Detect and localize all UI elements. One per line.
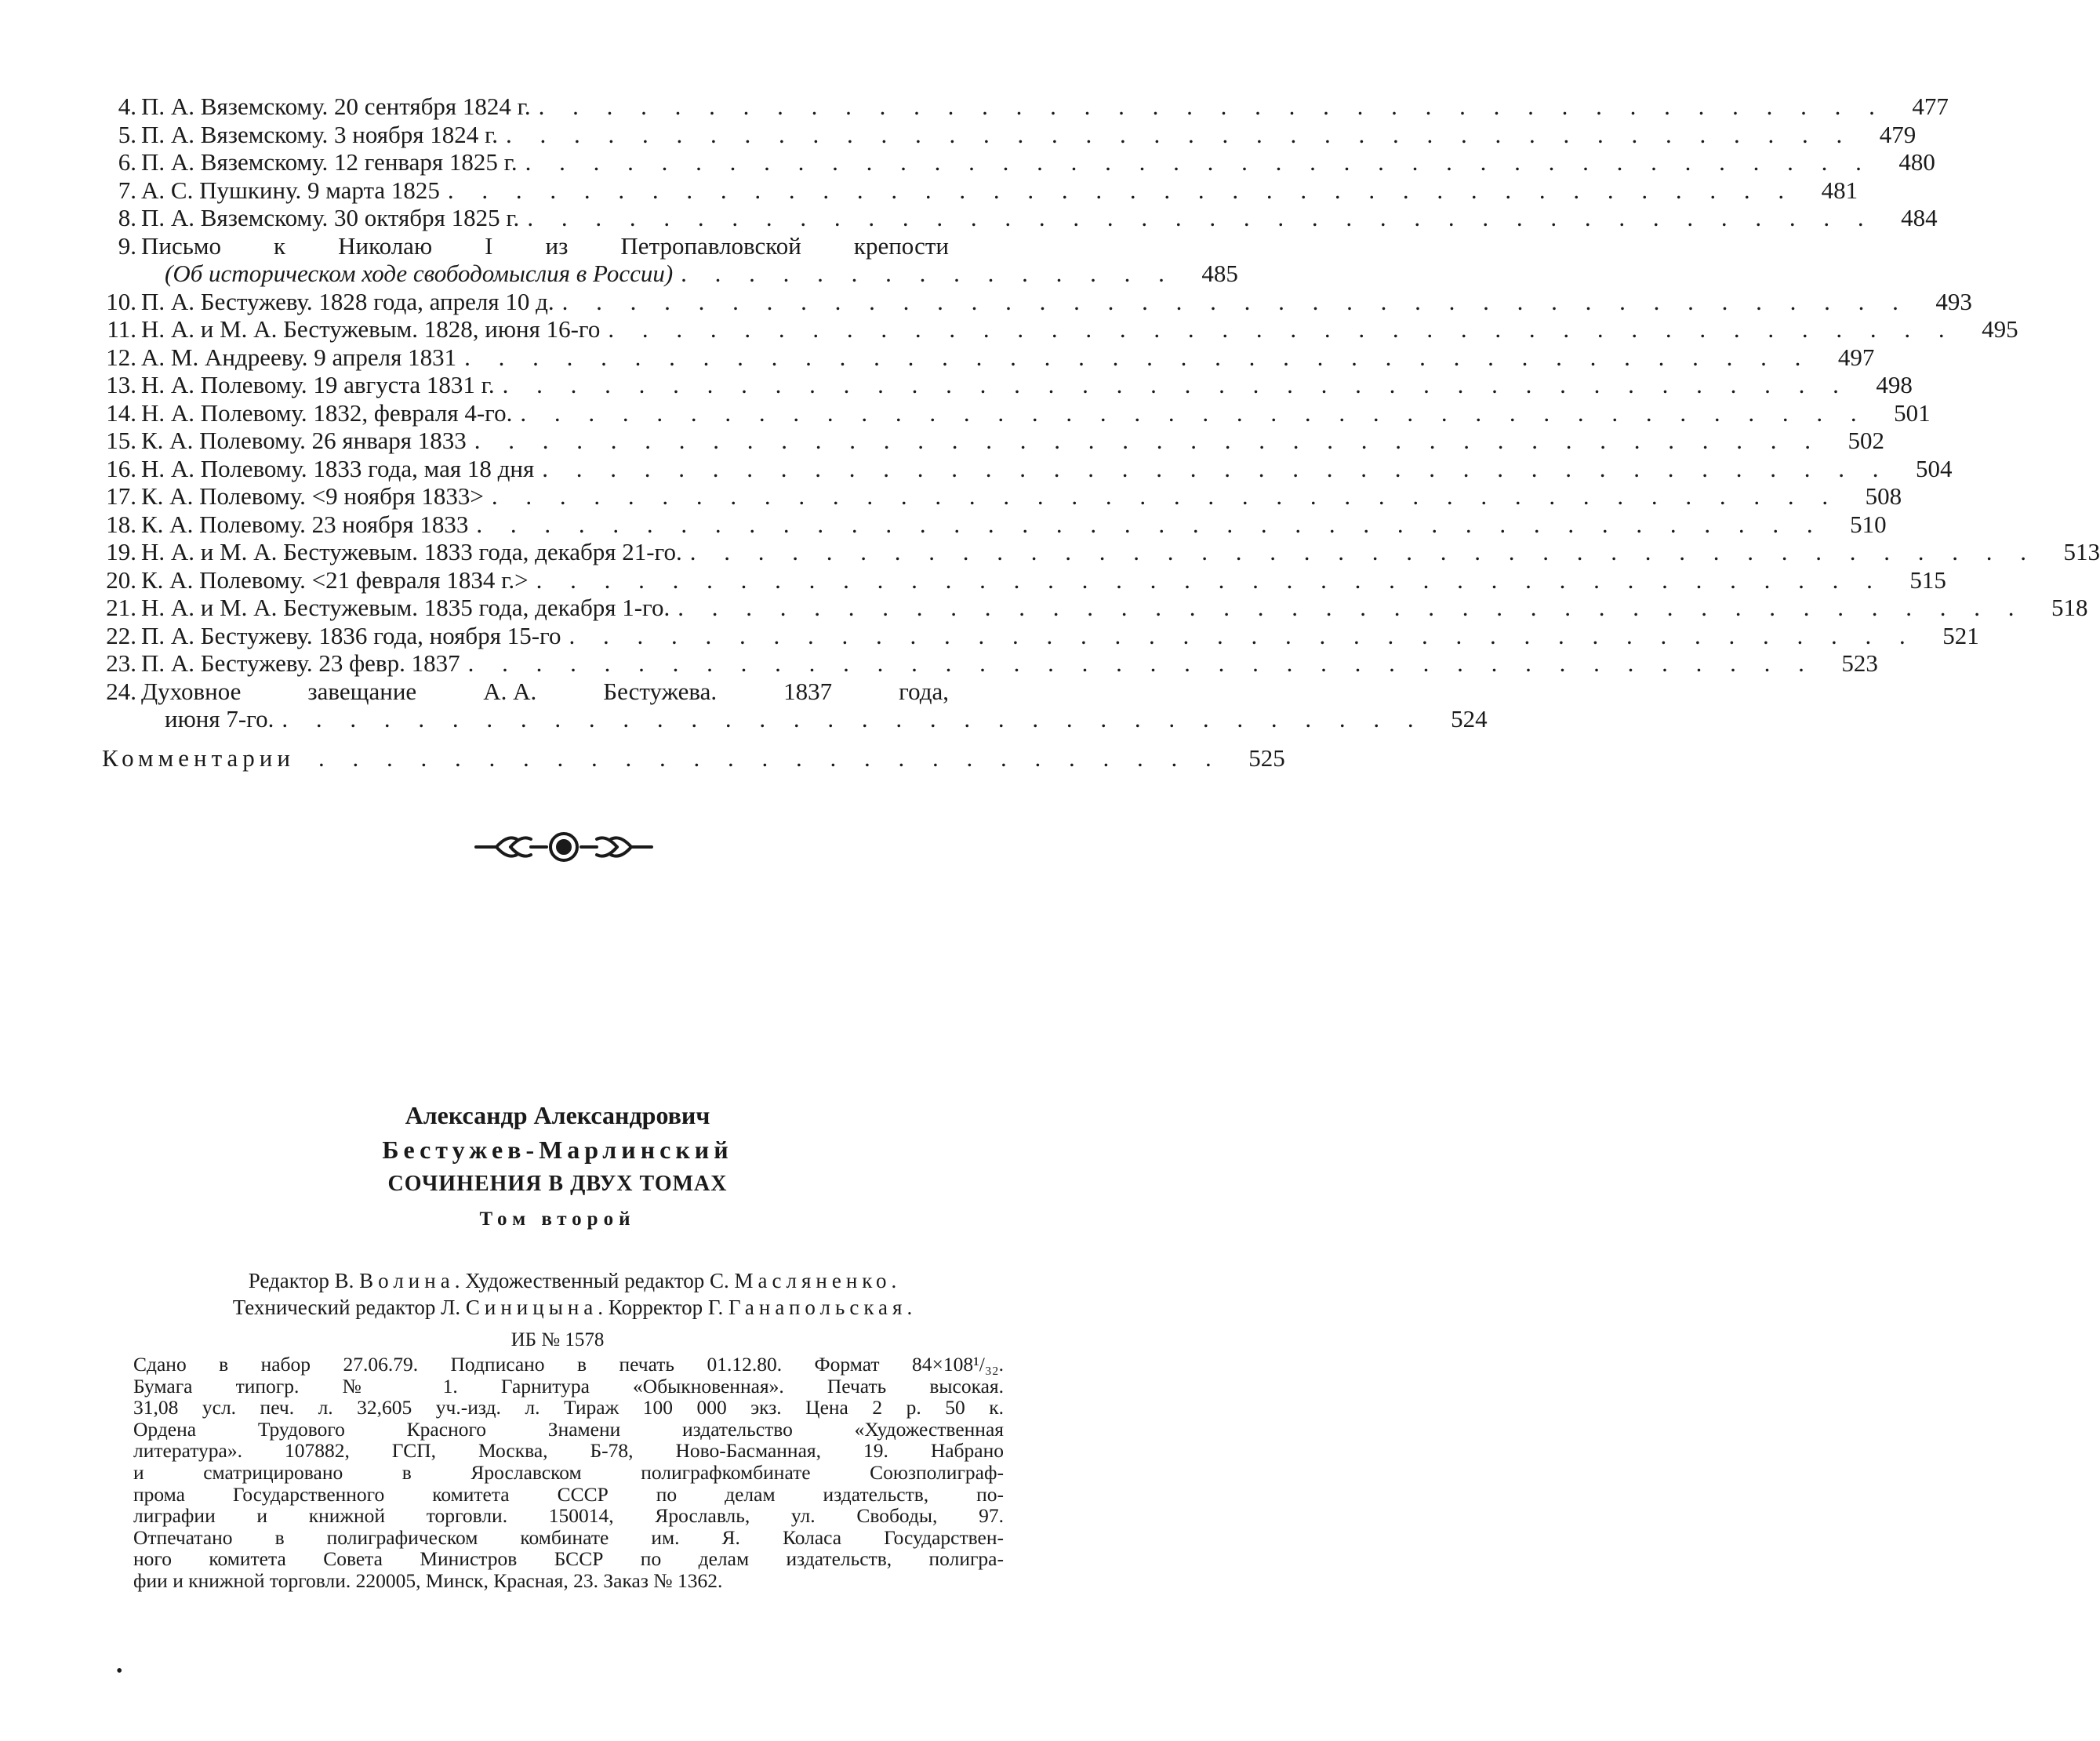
staff-line-1 xyxy=(133,1267,1012,1294)
toc-entry-number: 10. xyxy=(106,287,136,315)
toc-page-number: 510 xyxy=(1850,510,1887,538)
toc-page-number: 523 xyxy=(1841,649,1878,677)
toc-entry-number: 11. xyxy=(107,315,136,343)
toc-entry-number: 16. xyxy=(106,454,136,482)
toc-entry xyxy=(102,148,1935,176)
punctuation: . xyxy=(906,1296,913,1319)
toc-entry-number: 22. xyxy=(106,621,136,649)
toc-leader: . . . . . . . . . . . . . . . . . . . . . . . . . . . . . . . . . . . . . . . . xyxy=(467,649,1815,677)
toc-entry-title: П. А. Бестужеву. 23 февр. 1837 xyxy=(141,649,460,677)
author-name: Александр Александрович xyxy=(405,1101,710,1129)
toc-entry-number: 4. xyxy=(118,93,136,120)
toc-entry-title: А. С. Пушкину. 9 марта 1825 xyxy=(141,176,440,204)
toc-word: А. А. xyxy=(483,677,537,705)
toc-entry xyxy=(102,621,1979,650)
corrector-label: . Корректор Г. xyxy=(598,1296,724,1319)
toc-word: Духовное xyxy=(141,677,242,705)
toc-leader: . . . . . . . . . . . . . . . . . . . . . . . . . . . . . . . . . . . . . . . . xyxy=(608,315,1956,343)
floral-ornament-icon xyxy=(473,827,655,867)
editor-name: Волина xyxy=(359,1269,455,1292)
toc-page-number: 495 xyxy=(1982,315,2018,343)
toc-entry-number: 6. xyxy=(118,148,136,176)
toc-leader: . . . . . . . . . . . . . . . . . . . . . . . . . . . . . . . . . . . . . . . . xyxy=(525,148,1873,176)
toc-leader: . . . . . . . . . . . . . . . . . . . . . . . . . . . . . . . . . . . . . . . . xyxy=(678,594,2026,621)
toc-leader: . . . . . . . . . . . . . . . . . . . . . . . . . . . . . . . . . . . . . . . . xyxy=(464,343,1812,371)
toc-entry-number: 17. xyxy=(106,482,136,510)
toc-page-number: 480 xyxy=(1898,148,1935,176)
imprint-line: и сматрицировано в Ярославском полиграфкомбинате Союзполиграф- xyxy=(133,1460,1004,1484)
toc-leader: . . . . . . . . . . . . . . . . . . . . . . . . . . . . . . . . . . . . . . . . xyxy=(527,204,1875,231)
toc-page-number: 501 xyxy=(1894,398,1931,427)
toc-page-number: 508 xyxy=(1865,482,1902,510)
toc-entry-comments xyxy=(102,743,1285,772)
toc-word: Петропавловской xyxy=(620,231,801,260)
toc-word: завещание xyxy=(307,677,417,705)
toc-page-number: 477 xyxy=(1912,93,1949,120)
toc-page-number: 497 xyxy=(1837,343,1875,371)
toc-entry xyxy=(102,594,2088,622)
toc-page-number: 518 xyxy=(2051,594,2088,621)
toc-entry xyxy=(102,93,1949,121)
book-title-block xyxy=(0,1098,1115,1238)
toc-word: крепости xyxy=(853,231,949,260)
toc-entry xyxy=(102,454,1953,483)
toc-page-number: 525 xyxy=(1248,743,1285,772)
volume-label: Том второй xyxy=(479,1209,636,1230)
toc-entry xyxy=(102,538,2100,566)
toc-entry-title: К. А. Полевому. 23 ноября 1833 xyxy=(141,510,469,538)
toc-entry xyxy=(102,427,1884,455)
punctuation: . xyxy=(891,1269,897,1292)
toc-entry xyxy=(102,371,1913,399)
toc-page-number: 493 xyxy=(1935,287,1972,315)
toc-entry-title xyxy=(141,678,949,706)
toc-leader: . . . . . . . . . . . . . . . . . . . . . . . . . . . . . . . . . . . . . . . . xyxy=(502,371,1850,398)
toc-entry-title: П. А. Бестужеву. 1836 года, ноября 15-го xyxy=(141,621,561,649)
toc-entry-title: П. А. Вяземскому. 3 ноября 1824 г. xyxy=(141,120,499,148)
imprint-line: ного комитета Совета Министров БССР по делам издательств, полигра- xyxy=(133,1547,1004,1571)
corrector-name: Ганапольская xyxy=(728,1296,907,1319)
toc-entry-title: Н. А. Полевому. 1832, февраля 4-го. xyxy=(141,398,513,427)
ib-number: ИБ № 1578 xyxy=(510,1329,605,1350)
toc-word: из xyxy=(545,231,569,260)
toc-entry-title: К. А. Полевому. 26 января 1833 xyxy=(141,427,467,454)
toc-leader: . . . . . . . . . . . . . . . . . . . . . . . . . . . . . . . . . . . . . . . . xyxy=(561,287,1909,315)
toc-entry-title xyxy=(141,232,949,260)
stray-mark: • xyxy=(116,1661,123,1681)
toc-entry-number: 7. xyxy=(118,176,136,204)
toc-entry xyxy=(102,176,1858,205)
toc-comments-label: Комментарии xyxy=(102,743,295,772)
imprint-line: лиграфии и книжной торговли. 150014, Ярославль, ул. Свободы, 97. xyxy=(133,1504,1004,1528)
toc-leader: . . . . . . . . . . . . . . . . . . . . . . . . . . . . . . . . . . xyxy=(282,705,1425,732)
tech-editor-name: Синицына xyxy=(465,1296,598,1319)
toc-leader: . . . . . . . . . . . . . . . . . . . . . . . . . . . . . . . . . . . . . . . . xyxy=(447,176,1796,204)
staff-line-2 xyxy=(133,1294,1012,1321)
toc-entry xyxy=(102,398,1931,427)
table-of-contents xyxy=(102,93,2100,772)
toc-leader: . . . . . . . . . . . . . . . . . . . . . . . . . . . . . . . . . . . . . . . . xyxy=(569,621,1917,649)
imprint-line: литература». 107882, ГСП, Москва, Б-78, Ново-Басманная, 19. Набрано xyxy=(133,1439,1004,1463)
toc-entry-number: 12. xyxy=(106,343,136,371)
toc-entry-title: П. А. Вяземскому. 20 сентября 1824 г. xyxy=(141,93,531,120)
toc-entry xyxy=(102,649,1878,678)
toc-entry-9 xyxy=(102,232,988,260)
toc-leader: . . . . . . . . . . . . . . . . . . . . . . . . . . . . . . . . . . . . . . . . xyxy=(536,565,1884,594)
editor-label: Редактор В. xyxy=(248,1269,354,1292)
toc-leader: . . . . . . . . . . . . . . . . . . . . . . . . . . . . . . . . . . . . . . . . xyxy=(506,120,1854,148)
author-surname: Бестужев-Марлинский xyxy=(382,1136,733,1164)
toc-entry-number: 23. xyxy=(106,649,136,677)
toc-entry-number: 18. xyxy=(106,510,136,538)
toc-group-1 xyxy=(102,93,1949,232)
toc-page-number: 481 xyxy=(1821,176,1858,204)
toc-leader: . . . . . . . . . . . . . . . . . . . . . . . . . . . . . . . . . . . . . . . . xyxy=(538,93,1886,120)
toc-page-number: 513 xyxy=(2063,538,2100,565)
toc-leader: . . . . . . . . . . . . . . . . . . . . . . . . . . . xyxy=(318,743,1223,772)
toc-entry-title: П. А. Вяземскому. 12 генваря 1825 г. xyxy=(141,148,518,176)
imprint-line: 31,08 усл. печ. л. 32,605 уч.-изд. л. Тираж 100 000 экз. Цена 2 р. 50 к. xyxy=(133,1396,1004,1419)
toc-entry-number: 19. xyxy=(106,538,136,565)
toc-page-number: 498 xyxy=(1876,371,1913,398)
toc-entry xyxy=(102,343,1875,372)
book-title: СОЧИНЕНИЯ В ДВУХ ТОМАХ xyxy=(387,1172,728,1196)
toc-leader: . . . . . . . . . . . . . . . . . . . . . . . . . . . . . . . . . . . . . . . . xyxy=(476,510,1824,538)
toc-word: Письмо xyxy=(141,231,221,260)
toc-word: 1837 xyxy=(783,677,833,705)
toc-entry-title: Н. А. Полевому. 19 августа 1831 г. xyxy=(141,371,495,398)
toc-page-number: 485 xyxy=(1201,260,1238,287)
toc-entry-24-continued xyxy=(102,705,1488,733)
toc-page-number: 524 xyxy=(1451,705,1488,732)
toc-word: к xyxy=(274,231,286,260)
toc-leader: . . . . . . . . . . . . . . . xyxy=(681,260,1175,287)
imprint-line: Бумага типогр. № 1. Гарнитура «Обыкновенная». Печать высокая. xyxy=(133,1374,1004,1398)
toc-leader: . . . . . . . . . . . . . . . . . . . . . . . . . . . . . . . . . . . . . . . . xyxy=(491,482,1840,510)
toc-entry-number: 5. xyxy=(118,120,136,148)
toc-entry-title: Н. А. и М. А. Бестужевым. 1828, июня 16-го xyxy=(141,315,601,343)
toc-entry-number: 24. xyxy=(106,677,136,705)
toc-page-number: 521 xyxy=(1942,621,1979,649)
toc-page-number: 484 xyxy=(1901,204,1938,231)
toc-entry xyxy=(102,287,1972,316)
toc-entry-title: П. А. Бестужеву. 1828 года, апреля 10 д. xyxy=(141,287,554,315)
toc-leader: . . . . . . . . . . . . . . . . . . . . . . . . . . . . . . . . . . . . . . . . xyxy=(542,454,1890,482)
imprint-line: фии и книжной торговли. 220005, Минск, Красная, 23. Заказ № 1362. xyxy=(133,1568,723,1592)
toc-word: года, xyxy=(899,677,949,705)
toc-page-number: 504 xyxy=(1915,454,1953,482)
toc-entry-number: 13. xyxy=(106,371,136,398)
toc-entry-24 xyxy=(102,678,988,706)
toc-entry xyxy=(102,315,2018,343)
toc-word: Бестужева. xyxy=(603,677,718,705)
toc-entry-number: 20. xyxy=(106,565,136,594)
toc-entry-title-continued: июня 7-го. xyxy=(165,705,274,732)
toc-entry-number: 8. xyxy=(118,204,136,231)
toc-entry-title: К. А. Полевому. <9 ноября 1833> xyxy=(141,482,484,510)
toc-entry-number: 15. xyxy=(106,427,136,454)
toc-entry-title: А. М. Андрееву. 9 апреля 1831 xyxy=(141,343,457,371)
art-editor-label: . Художественный редактор С. xyxy=(454,1269,729,1292)
toc-word: Николаю xyxy=(338,231,433,260)
art-editor-name: Масляненко xyxy=(734,1269,892,1292)
imprint-line: Сдано в набор 27.06.79. Подписано в печать 01.12.80. Формат 84×108¹/₃₂. xyxy=(133,1353,1004,1376)
toc-group-2 xyxy=(102,287,2100,678)
toc-entry xyxy=(102,204,1938,232)
toc-entry-title: Н. А. Полевому. 1833 года, мая 18 дня xyxy=(141,454,535,482)
toc-entry xyxy=(102,482,1902,511)
toc-entry-number: 9. xyxy=(118,231,136,260)
toc-entry xyxy=(102,510,1887,539)
toc-entry-title: Н. А. и М. А. Бестужевым. 1833 года, декабря 21-го. xyxy=(141,538,682,565)
toc-leader: . . . . . . . . . . . . . . . . . . . . . . . . . . . . . . . . . . . . . . . . xyxy=(520,398,1868,427)
toc-page-number: 479 xyxy=(1879,120,1917,148)
toc-word: I xyxy=(485,231,493,260)
toc-page-number: 502 xyxy=(1847,427,1884,454)
toc-entry-title: К. А. Полевому. <21 февраля 1834 г.> xyxy=(141,565,529,594)
toc-leader: . . . . . . . . . . . . . . . . . . . . . . . . . . . . . . . . . . . . . . . . xyxy=(474,427,1822,454)
imprint-line: Ордена Трудового Красного Знамени издательство «Художественная xyxy=(133,1417,1004,1441)
toc-entry xyxy=(102,565,1946,594)
toc-leader: . . . . . . . . . . . . . . . . . . . . . . . . . . . . . . . . . . . . . . . . xyxy=(689,538,2037,565)
imprint-line: Отпечатано в полиграфическом комбинате им. Я. Коласа Государствен- xyxy=(133,1525,1004,1549)
imprint-line: прома Государственного комитета СССР по делам издательств, по- xyxy=(133,1482,1004,1506)
imprint-block xyxy=(133,1354,1004,1592)
toc-entry-number: 21. xyxy=(106,594,136,621)
tech-editor-label: Технический редактор Л. xyxy=(232,1296,461,1319)
toc-entry-title: П. А. Вяземскому. 30 октября 1825 г. xyxy=(141,204,520,231)
toc-entry xyxy=(102,120,1917,149)
toc-entry-9-continued xyxy=(102,260,1238,288)
toc-entry-title: Н. А. и М. А. Бестужевым. 1835 года, декабря 1-го. xyxy=(141,594,670,621)
toc-entry-number: 14. xyxy=(106,398,136,427)
editorial-staff xyxy=(133,1267,1012,1321)
toc-entry-subtitle: (Об историческом ходе свободомыслия в России) xyxy=(165,260,674,287)
toc-page-number: 515 xyxy=(1909,565,1946,594)
